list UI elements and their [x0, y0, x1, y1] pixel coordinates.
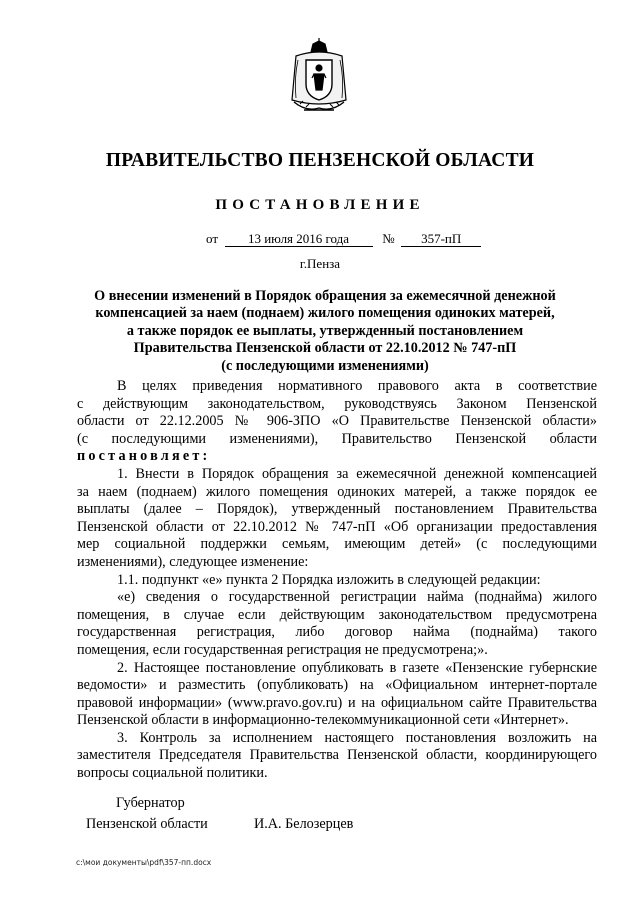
- item-1-line: за наем (поднаем) жилого помещения одиноких матерей, а также порядок ее: [77, 483, 597, 500]
- file-path: c:\мои документы\pdf\357-пп.docx: [76, 858, 212, 867]
- document-body: [77, 378, 597, 783]
- item-1-line: выплаты (далее – Порядок), утвержденный постановлением Правительства: [77, 501, 597, 518]
- date-number-line: [206, 231, 481, 247]
- item-1-1: 1.1. подпункт «е» пункта 2 Порядка изложить в следующей редакции:: [117, 571, 541, 588]
- item-1-line: изменениями), следующее изменение:: [77, 553, 309, 570]
- item-2-line: Пензенской области в информационно-телекоммуникационной сети «Интернет».: [77, 712, 569, 729]
- document-number: 357-пП: [401, 232, 481, 247]
- preamble-line: области от 22.12.2005 № 906-ЗПО «О Правительстве Пензенской области»: [77, 413, 597, 430]
- item-1-line: 1. Внести в Порядок обращения за ежемесячной денежной компенсацией: [117, 465, 597, 482]
- item-1-line: Пензенской области от 22.10.2012 № 747-пП «Об организации предоставления: [77, 518, 597, 535]
- document-date: 13 июля 2016 года: [225, 232, 373, 247]
- item-2-line: 2. Настоящее постановление опубликовать в газете «Пензенские губернские: [117, 659, 597, 676]
- government-name: ПРАВИТЕЛЬСТВО ПЕНЗЕНСКОЙ ОБЛАСТИ: [105, 150, 535, 171]
- item-2-line: ведомости» и разместить (опубликовать) на «Официальном интернет-портале: [77, 677, 597, 694]
- signatory-position: Губернатор: [116, 795, 185, 811]
- number-sign: №: [382, 231, 395, 246]
- preamble-line: В целях приведения нормативного правового акта в соответствие: [117, 378, 597, 394]
- item-2-line: правовой информации» (www.pravo.gov.ru) и на официальном сайте Правительства: [77, 694, 597, 711]
- title-line: Правительства Пензенской области от 22.10.2012 № 747-пП: [133, 340, 517, 357]
- item-1-line: мер социальной поддержки семьям, имеющим детей» (с последующими: [77, 536, 597, 553]
- document-type: ПОСТАНОВЛЕНИЕ: [215, 197, 425, 213]
- item-1-1-text-line: «е) сведения о государственной регистрации найма (поднайма) жилого: [117, 589, 597, 606]
- resolves-word: постановляет:: [77, 448, 211, 465]
- signatory-region: Пензенской области: [86, 816, 208, 832]
- city: г.Пенза: [299, 256, 341, 271]
- coat-of-arms-icon: [286, 38, 352, 114]
- item-3-line: 3. Контроль за исполнением настоящего постановления возложить на: [117, 729, 597, 746]
- document-title: [60, 288, 590, 375]
- signatory-name: И.А. Белозерцев: [254, 816, 354, 832]
- title-line: а также порядок ее выплаты, утвержденный постановлением: [126, 322, 524, 339]
- item-3-line: заместителя Председателя Правительства Пензенской области, координирующего: [77, 747, 597, 764]
- item-1-1-text-line: помещения, в случае если действующим законодательством предусмотрена: [77, 606, 597, 623]
- item-1-1-text-line: помещения, если государственная регистрация не предусмотрена;».: [77, 641, 488, 658]
- title-line: (с последующими изменениями): [221, 357, 429, 374]
- item-1-1-text-line: государственная регистрация, либо договор найма (поднайма) такого: [77, 624, 597, 641]
- title-line: компенсацией за наем (поднаем) жилого помещения одиноких матерей,: [95, 305, 555, 322]
- title-line: О внесении изменений в Порядок обращения за ежемесячной денежной: [94, 288, 556, 304]
- preamble-line: с действующим законодательством, руководствуясь Законом Пензенской: [77, 395, 597, 412]
- date-prefix: от: [206, 231, 219, 246]
- preamble-line: (с последующими изменениями), Правительство Пензенской области: [77, 430, 597, 447]
- item-3-line: вопросы социальной политики.: [77, 765, 268, 782]
